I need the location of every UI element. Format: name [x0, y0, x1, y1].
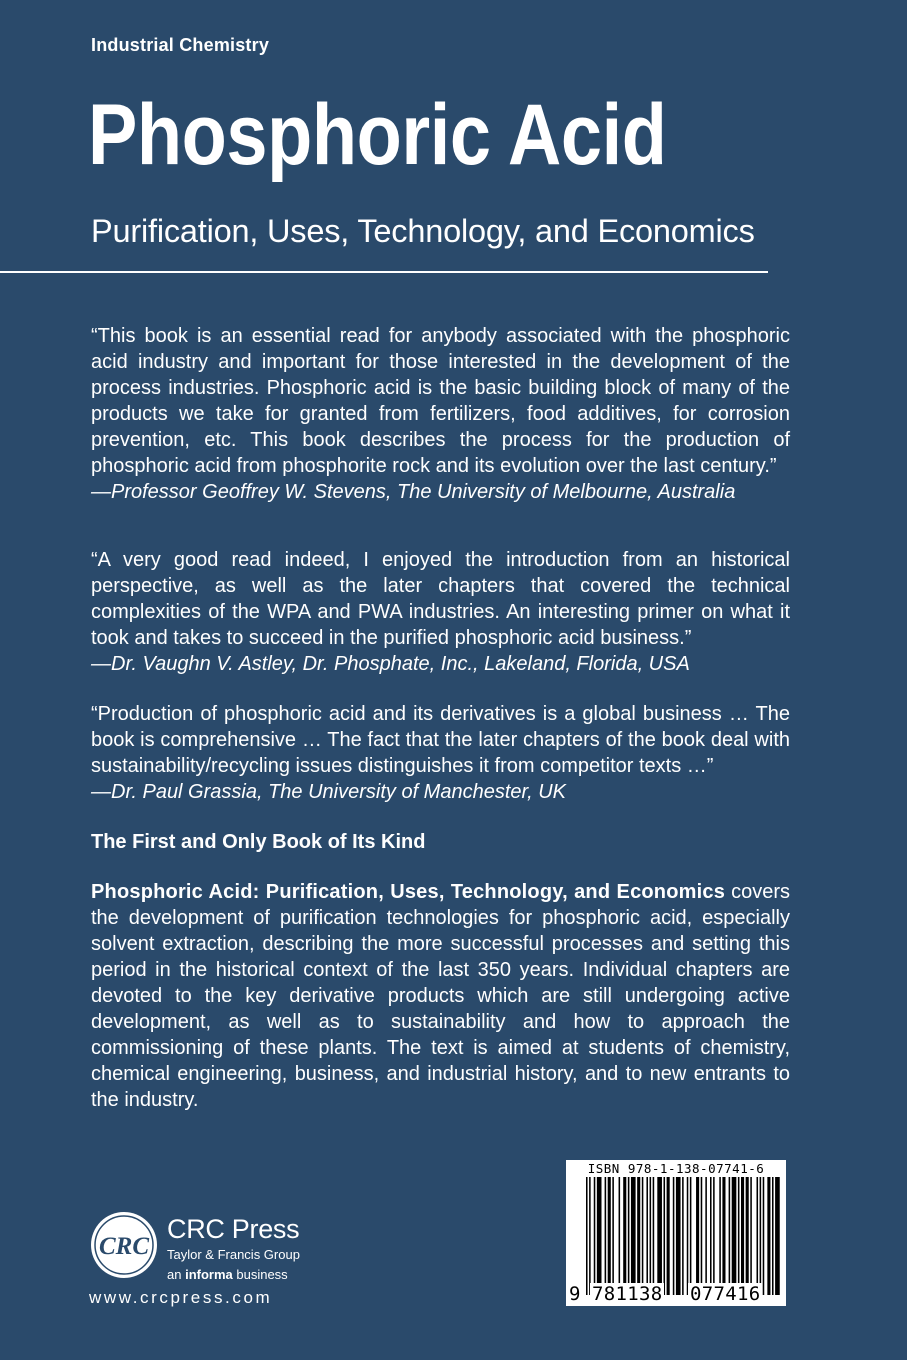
- barcode-bar: [741, 1177, 744, 1295]
- barcode-bar: [667, 1177, 670, 1295]
- series-label: Industrial Chemistry: [91, 35, 270, 55]
- barcode-bar: [653, 1177, 655, 1295]
- barcode-bar: [664, 1177, 666, 1295]
- barcode-bar: [650, 1177, 652, 1295]
- barcode-bar: [631, 1177, 636, 1295]
- book-description: [91, 879, 790, 1113]
- barcode-bar: [605, 1177, 607, 1295]
- ean-right-group: 077416: [690, 1283, 761, 1305]
- section-heading: The First and Only Book of Its Kind: [91, 831, 426, 853]
- logo-monogram: CRC: [98, 1233, 150, 1260]
- barcode-bar: [673, 1177, 675, 1295]
- barcode-bars: [570, 1177, 782, 1295]
- barcode-bar: [729, 1177, 731, 1295]
- divider: [0, 271, 768, 273]
- review-quote: [91, 701, 790, 805]
- quote-attribution: —Dr. Paul Grassia, The University of Manchester, UK: [91, 781, 566, 803]
- barcode-bar: [763, 1177, 765, 1295]
- barcode-bar: [612, 1177, 614, 1295]
- barcode-bar: [760, 1177, 762, 1295]
- barcode-bar: [713, 1177, 715, 1295]
- barcode-bar: [750, 1177, 752, 1295]
- barcode-bar: [586, 1177, 588, 1295]
- isbn-barcode: [566, 1160, 786, 1306]
- ean-left-group: 781138: [592, 1283, 663, 1305]
- barcode-bar: [657, 1177, 662, 1295]
- book-subtitle: Purification, Uses, Technology, and Economics: [91, 213, 755, 249]
- barcode-bar: [597, 1177, 602, 1295]
- barcode-bar: [719, 1177, 721, 1295]
- description-body: covers the development of purification technologies for phosphoric acid, especially solvent extraction, describing the more successful processes and setting this period in the historical context of the last 350 years. Individual chapters are devoted to the key derivative products which are still undergoing active development, as well as to sustainability and how to approach the commissioning of these plants. The text is aimed at students of chemistry, chemical engineering, business, and industrial history, and to new entrants to the industry.: [91, 881, 790, 1111]
- barcode-bar: [710, 1177, 712, 1295]
- publisher-url[interactable]: www.crcpress.com: [89, 1288, 273, 1307]
- barcode-bar: [623, 1177, 626, 1295]
- quote-attribution: —Dr. Vaughn V. Astley, Dr. Phosphate, Inc., Lakeland, Florida, USA: [91, 653, 690, 675]
- barcode-bar: [628, 1177, 630, 1295]
- barcode-bar: [682, 1177, 684, 1295]
- barcode-bar: [589, 1177, 591, 1295]
- barcode-bar: [772, 1177, 774, 1295]
- quote-attribution: —Professor Geoffrey W. Stevens, The University of Melbourne, Australia: [91, 481, 736, 503]
- barcode-bar: [696, 1177, 699, 1295]
- barcode-bar: [738, 1177, 740, 1295]
- review-quote: [91, 547, 790, 677]
- barcode-bar: [722, 1177, 725, 1295]
- barcode-bar: [701, 1177, 703, 1295]
- barcode-bar: [732, 1177, 737, 1295]
- ean-first-digit: 9: [569, 1283, 581, 1305]
- barcode-bar: [775, 1177, 780, 1295]
- informa-brand: informa: [185, 1267, 233, 1282]
- publisher-business: an informa business: [167, 1267, 288, 1282]
- barcode-bar: [690, 1177, 692, 1295]
- publisher-name: CRC Press: [167, 1214, 300, 1244]
- barcode-bar: [705, 1177, 707, 1295]
- barcode-bar: [757, 1177, 759, 1295]
- quote-text: “A very good read indeed, I enjoyed the introduction from an historical perspective, as well as the later chapters that covered the technical complexities of the WPA and PWA industries. An interesting primer on what it took and takes to succeed in the purified phosphoric acid business.”: [91, 549, 790, 649]
- publisher-info: [167, 1214, 300, 1284]
- barcode-bar: [767, 1177, 770, 1295]
- barcode-bar: [594, 1177, 596, 1295]
- barcode-bar: [746, 1177, 749, 1295]
- publisher-logo: [89, 1210, 339, 1320]
- description-title: Phosphoric Acid: Purification, Uses, Technology, and Economics: [91, 881, 726, 903]
- review-quote: [91, 323, 790, 505]
- barcode-bar: [646, 1177, 648, 1295]
- barcode-bar: [676, 1177, 681, 1295]
- barcode-bar: [619, 1177, 621, 1295]
- book-title: Phosphoric Acid: [88, 87, 667, 183]
- quote-text: “This book is an essential read for anybody associated with the phosphoric acid industry and important for those interested in the development of the process industries. Phosphoric acid is the basic building block of many of the products we take for granted from fertilizers, food additives, for corrosion prevention, etc. This book describes the process for the production of phosphoric acid from phosphorite rock and its evolution over the last century.”: [91, 325, 790, 477]
- barcode-bar: [637, 1177, 640, 1295]
- barcode-bar: [608, 1177, 611, 1295]
- isbn-label: ISBN 978-1-138-07741-6: [587, 1161, 765, 1176]
- crc-logo-icon: [89, 1210, 159, 1280]
- back-cover-text: [91, 323, 790, 1113]
- barcode-bar: [642, 1177, 644, 1295]
- barcode-bar: [687, 1177, 689, 1295]
- publisher-group: Taylor & Francis Group: [167, 1247, 300, 1262]
- quote-text: “Production of phosphoric acid and its derivatives is a global business … The book is comprehensive … The fact that the later chapters of the book deal with sustainability/recycling issues distinguishes it from competitor texts …”: [91, 703, 790, 777]
